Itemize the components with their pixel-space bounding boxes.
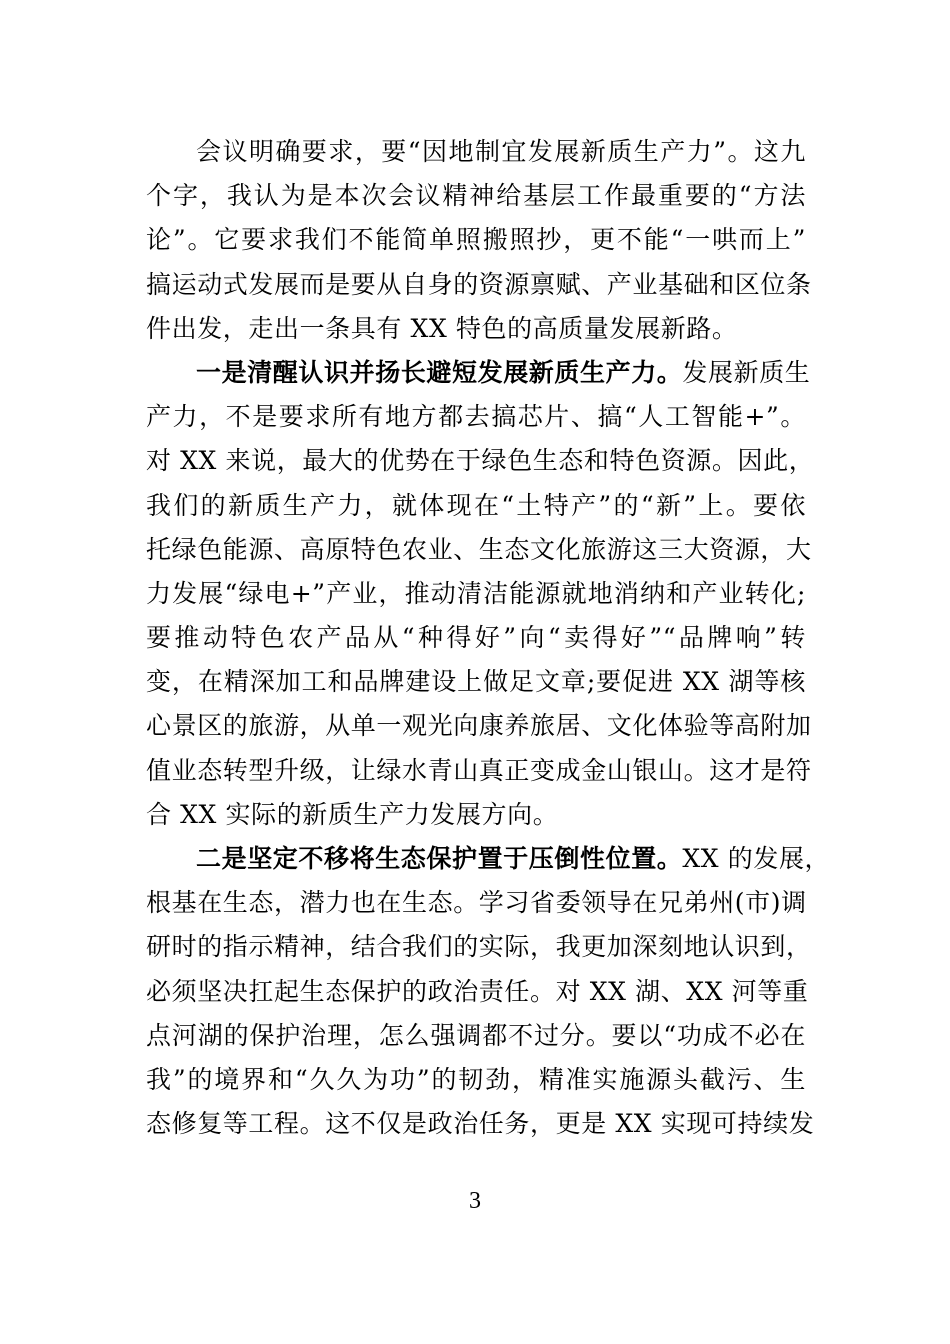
document-body bbox=[146, 130, 831, 1146]
text-line: 值业态转型升级，让绿水青山真正变成金山银山。这才是符 bbox=[146, 755, 812, 785]
text-line: 对 XX 来说，最大的优势在于绿色生态和特色资源。因此， bbox=[146, 446, 815, 476]
text-line: 必须坚决扛起生态保护的政治责任。对 XX 湖、XX 河等重 bbox=[146, 976, 809, 1006]
text-line: 根基在生态，潜力也在生态。学习省委领导在兄弟州(市)调 bbox=[146, 888, 807, 918]
text-line: 合 XX 实际的新质生产力发展方向。 bbox=[146, 799, 559, 829]
text-line: 会议明确要求，要“因地制宜发展新质生产力”。这九 bbox=[196, 137, 806, 166]
text-line: 点河湖的保护治理，怎么强调都不过分。要以“功成不必在 bbox=[146, 1020, 806, 1050]
text-line: 态修复等工程。这不仅是政治任务，更是 XX 实现可持续发 bbox=[146, 1109, 815, 1139]
text-line: 论”。它要求我们不能简单照搬照抄，更不能“一哄而上” bbox=[146, 225, 806, 255]
paragraph-heading: 二是坚定不移将生态保护置于压倒性位置。 bbox=[196, 844, 683, 873]
paragraph-lead-line bbox=[146, 351, 811, 395]
text-line: 产力，不是要求所有地方都去搞芯片、搞“人工智能+”。 bbox=[146, 402, 806, 432]
paragraph-heading: 一是清醒认识并扬长避短发展新质生产力。 bbox=[196, 357, 683, 387]
text-line: 件出发，走出一条具有 XX 特色的高质量发展新路。 bbox=[146, 313, 738, 343]
text-line: 个字，我认为是本次会议精神给基层工作最重要的“方法 bbox=[146, 181, 806, 211]
text-line: 搞运动式发展而是要从自身的资源禀赋、产业基础和区位条 bbox=[146, 269, 812, 299]
text-line: 托绿色能源、高原特色农业、生态文化旅游这三大资源，大 bbox=[146, 534, 812, 564]
text-run: 发展新质生 bbox=[682, 357, 811, 387]
text-line: 我们的新质生产力，就体现在“土特产”的“新”上。要依 bbox=[146, 490, 806, 520]
text-run: XX 的发展， bbox=[682, 844, 831, 873]
text-line: 变，在精深加工和品牌建设上做足文章;要促进 XX 湖等核 bbox=[146, 667, 806, 697]
paragraph-lead-line bbox=[146, 837, 831, 881]
text-line: 力发展“绿电+”产业，推动清洁能源就地消纳和产业转化; bbox=[146, 578, 806, 608]
text-line: 研时的指示精神，结合我们的实际，我更加深刻地认识到， bbox=[146, 932, 812, 962]
text-line: 心景区的旅游，从单一观光向康养旅居、文化体验等高附加 bbox=[146, 711, 812, 741]
text-line: 我”的境界和“久久为功”的韧劲，精准实施源头截污、生 bbox=[146, 1064, 806, 1094]
page-number: 3 bbox=[469, 1188, 481, 1214]
text-line: 要推动特色农产品从“种得好”向“卖得好”“品牌响”转 bbox=[146, 623, 806, 653]
